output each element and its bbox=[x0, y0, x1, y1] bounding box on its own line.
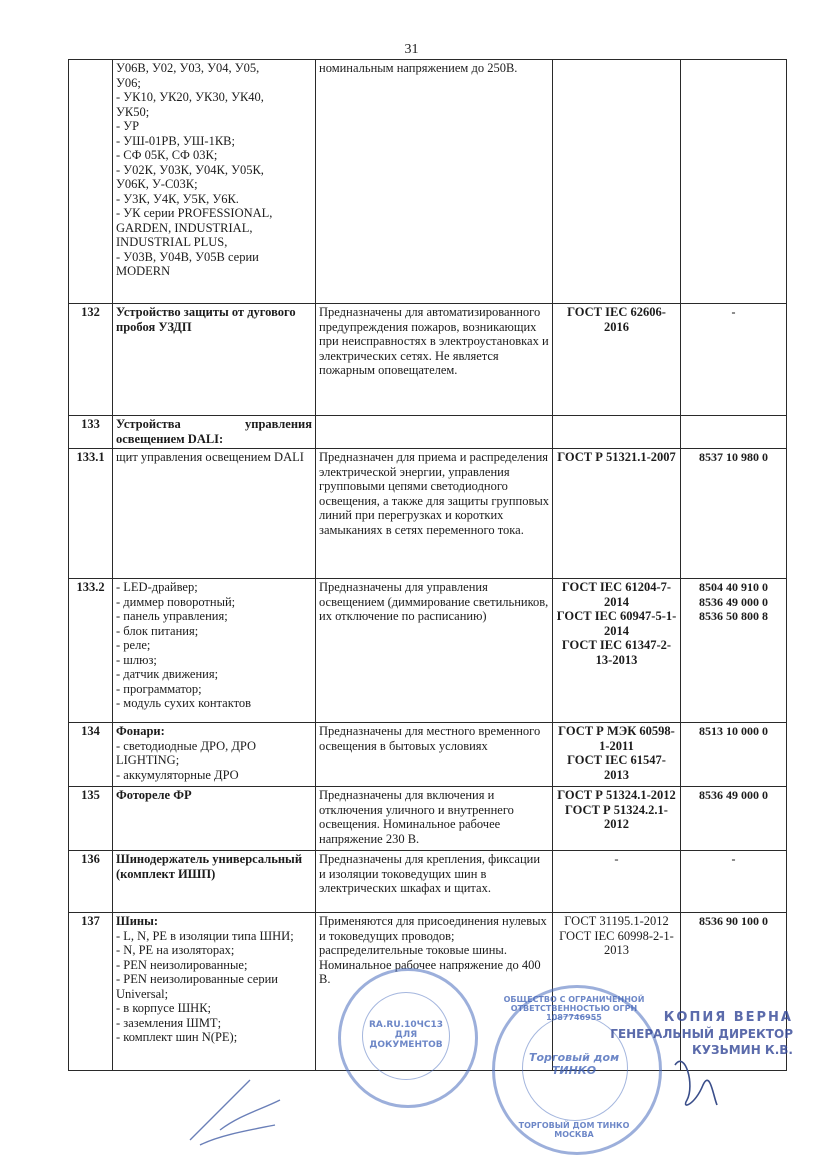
standard: ГОСТ Р МЭК 60598-1-2011 ГОСТ IEC 61547-2013 bbox=[553, 723, 681, 787]
row-number: 136 bbox=[69, 851, 113, 913]
stamp-text-top: ОБЩЕСТВО С ОГРАНИЧЕННОЙ ОТВЕТСТВЕННОСТЬЮ ОГРН 1087746955 bbox=[503, 995, 645, 1022]
row-number: 137 bbox=[69, 913, 113, 1071]
certificate-table bbox=[68, 59, 787, 1071]
product-name: Устройство защиты от дугового пробоя УЗДП bbox=[113, 304, 316, 416]
product-description bbox=[316, 416, 553, 449]
product-description: номинальным напряжением до 250В. bbox=[316, 60, 553, 304]
product-name: - LED-драйвер; - диммер поворотный; - панель управления; - блок питания; - реле; - шлюз; - датчик движения; - программатор; - модуль сухих контактов bbox=[113, 579, 316, 723]
standard: ГОСТ Р 51321.1-2007 bbox=[553, 449, 681, 579]
certification-stamp bbox=[338, 968, 478, 1108]
row-number: 135 bbox=[69, 787, 113, 851]
tn-ved-code: 8536 90 100 0 bbox=[681, 913, 787, 1071]
table-row bbox=[69, 60, 787, 304]
table-row bbox=[69, 787, 787, 851]
standard: ГОСТ 31195.1-2012 ГОСТ IEC 60998-2-1-2013 bbox=[553, 913, 681, 1071]
copy-certified-text: КОПИЯ ВЕРНА bbox=[663, 1010, 793, 1025]
standard: - bbox=[553, 851, 681, 913]
stamp-text-bottom: ТОРГОВЫЙ ДОМ ТИНКО МОСКВА bbox=[518, 1121, 630, 1139]
tn-ved-code: 8513 10 000 0 bbox=[681, 723, 787, 787]
product-description: Предназначены для автоматизированного предупреждения пожаров, возникающих при неисправностях в электроустановках и электрических сетях. Не является пожарным оповещателем. bbox=[316, 304, 553, 416]
product-name: щит управления освещением DALI bbox=[113, 449, 316, 579]
table-row bbox=[69, 851, 787, 913]
stamp-text: RA.RU.10ЧС13 ДЛЯ ДОКУМЕНТОВ bbox=[368, 1020, 444, 1050]
director-title: ГЕНЕРАЛЬНЫЙ ДИРЕКТОР bbox=[610, 1027, 793, 1041]
company-logo: Торговый дом ТИНКО bbox=[528, 1051, 620, 1077]
product-name: Шины: - L, N, PE в изоляции типа ШНИ; - N, PE на изоляторах; - PEN неизолированные; - PEN неизолированные серии Universal; - в корпусе ШНК; - заземления ШМТ; - комплект шин N(PE); bbox=[113, 913, 316, 1071]
page-number: 31 bbox=[404, 42, 419, 57]
director-name: КУЗЬМИН К.В. bbox=[691, 1043, 793, 1057]
product-description: Предназначены для крепления, фиксации и изоляции токоведущих шин в электрических шкафах и щитах. bbox=[316, 851, 553, 913]
table-row bbox=[69, 579, 787, 723]
product-name: Шинодержатель универсальный (комплект ИШП) bbox=[113, 851, 316, 913]
tn-ved-code: 8537 10 980 0 bbox=[681, 449, 787, 579]
row-number: 132 bbox=[69, 304, 113, 416]
product-description: Предназначен для приема и распределения электрической энергии, управления групповыми цепями светодиодного освещения, а также для защиты групповых линий при перегрузках и коротких замыканиях в сетях переменного тока. bbox=[316, 449, 553, 579]
row-number: 133.1 bbox=[69, 449, 113, 579]
standard bbox=[553, 60, 681, 304]
tn-ved-code bbox=[681, 416, 787, 449]
standard: ГОСТ Р 51324.1-2012 ГОСТ Р 51324.2.1-2012 bbox=[553, 787, 681, 851]
row-number: 133 bbox=[69, 416, 113, 449]
product-name: У06В, У02, У03, У04, У05, У06; - УК10, УК20, УК30, УК40, УК50; - УР - УШ-01РВ, УШ-1КВ; - СФ 05К, СФ 03К; - У02К, У03К, У04К, У05К, У06К, У-С03К; - У3К, У4К, У5К, У6К. - УК серии PROFESSIONAL, GARDEN, INDUSTRIAL, INDUSTRIAL PLUS, - У03В, У04В, У05В серии MODERN bbox=[113, 60, 316, 304]
signature-right bbox=[665, 1045, 725, 1115]
row-number: 133.2 bbox=[69, 579, 113, 723]
tn-ved-code: - bbox=[681, 851, 787, 913]
table-row bbox=[69, 449, 787, 579]
row-number: 134 bbox=[69, 723, 113, 787]
table-row bbox=[69, 304, 787, 416]
product-description: Предназначены для управления освещением (диммирование светильников, их отключение по расписанию) bbox=[316, 579, 553, 723]
tn-ved-code bbox=[681, 60, 787, 304]
standard: ГОСТ IEC 62606-2016 bbox=[553, 304, 681, 416]
table-row bbox=[69, 723, 787, 787]
product-name: Фонари: - светодиодные ДРО, ДРО LIGHTING; - аккумуляторные ДРО bbox=[113, 723, 316, 787]
standard: ГОСТ IEC 61204-7-2014 ГОСТ IEC 60947-5-1-2014 ГОСТ IEC 61347-2-13-2013 bbox=[553, 579, 681, 723]
tn-ved-code: - bbox=[681, 304, 787, 416]
product-description: Предназначены для включения и отключения уличного и внутреннего освещения. Номинальное рабочее напряжение 230 В. bbox=[316, 787, 553, 851]
tn-ved-code: 8504 40 910 0 8536 49 000 0 8536 50 800 8 bbox=[681, 579, 787, 723]
product-name: Фотореле ФР bbox=[113, 787, 316, 851]
row-number bbox=[69, 60, 113, 304]
standard bbox=[553, 416, 681, 449]
product-description: Применяются для присоединения нулевых и токоведущих проводов; распределительные токовые шины. Номинальное рабочее напряжение до 400 В. bbox=[316, 913, 553, 1071]
table-row bbox=[69, 416, 787, 449]
product-description: Предназначены для местного временного освещения в бытовых условиях bbox=[316, 723, 553, 787]
signature-left bbox=[180, 1070, 290, 1150]
product-name: Устройства управления освещением DALI: bbox=[113, 416, 316, 449]
tn-ved-code: 8536 49 000 0 bbox=[681, 787, 787, 851]
